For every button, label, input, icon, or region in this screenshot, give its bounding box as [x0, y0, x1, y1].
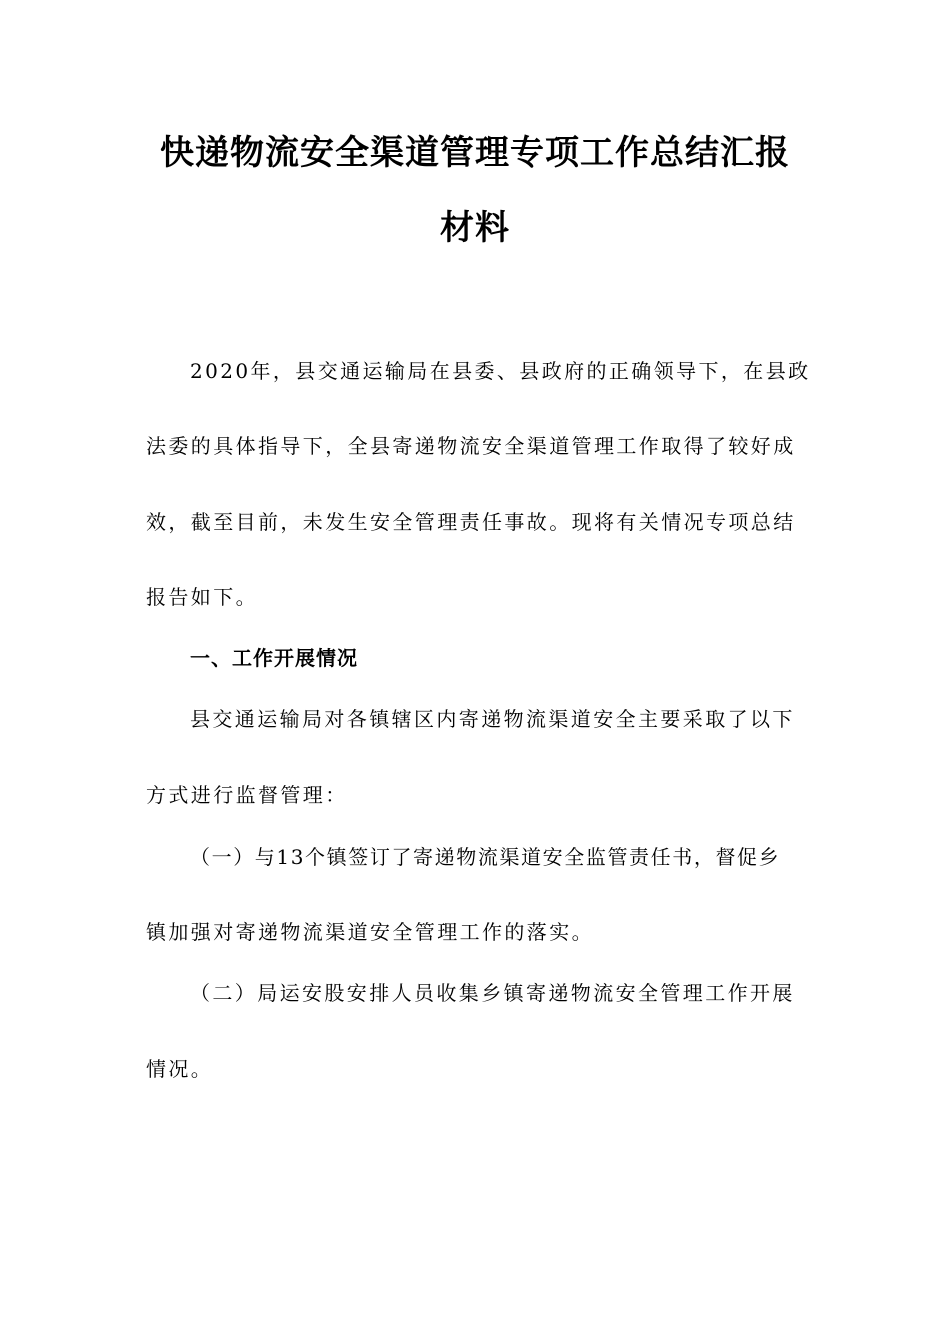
- paragraph-1-line-2: 法委的具体指导下，全县寄递物流安全渠道管理工作取得了较好成: [146, 434, 796, 458]
- document-title-line-2: 材料: [440, 208, 510, 248]
- section-heading-1: 一、工作开展情况: [190, 646, 358, 670]
- paragraph-1-line-1: 2020年，县交通运输局在县委、县政府的正确领导下，在县政: [190, 359, 811, 383]
- document-title-line-1: 快递物流安全渠道管理专项工作总结汇报: [160, 133, 790, 173]
- paragraph-4-line-1: （二）局运安股安排人员收集乡镇寄递物流安全管理工作开展: [190, 981, 795, 1005]
- paragraph-1-line-3: 效，截至目前，未发生安全管理责任事故。现将有关情况专项总结: [146, 510, 796, 534]
- paragraph-3-line-2: 镇加强对寄递物流渠道安全管理工作的落实。: [146, 920, 594, 944]
- paragraph-1-line-4: 报告如下。: [146, 585, 258, 609]
- paragraph-3-line-1: （一）与13个镇签订了寄递物流渠道安全监管责任书，督促乡: [190, 845, 781, 869]
- paragraph-4-line-2: 情况。: [146, 1057, 214, 1081]
- paragraph-2-line-2: 方式进行监督管理：: [146, 783, 348, 807]
- paragraph-2-line-1: 县交通运输局对各镇辖区内寄递物流渠道安全主要采取了以下: [190, 707, 795, 731]
